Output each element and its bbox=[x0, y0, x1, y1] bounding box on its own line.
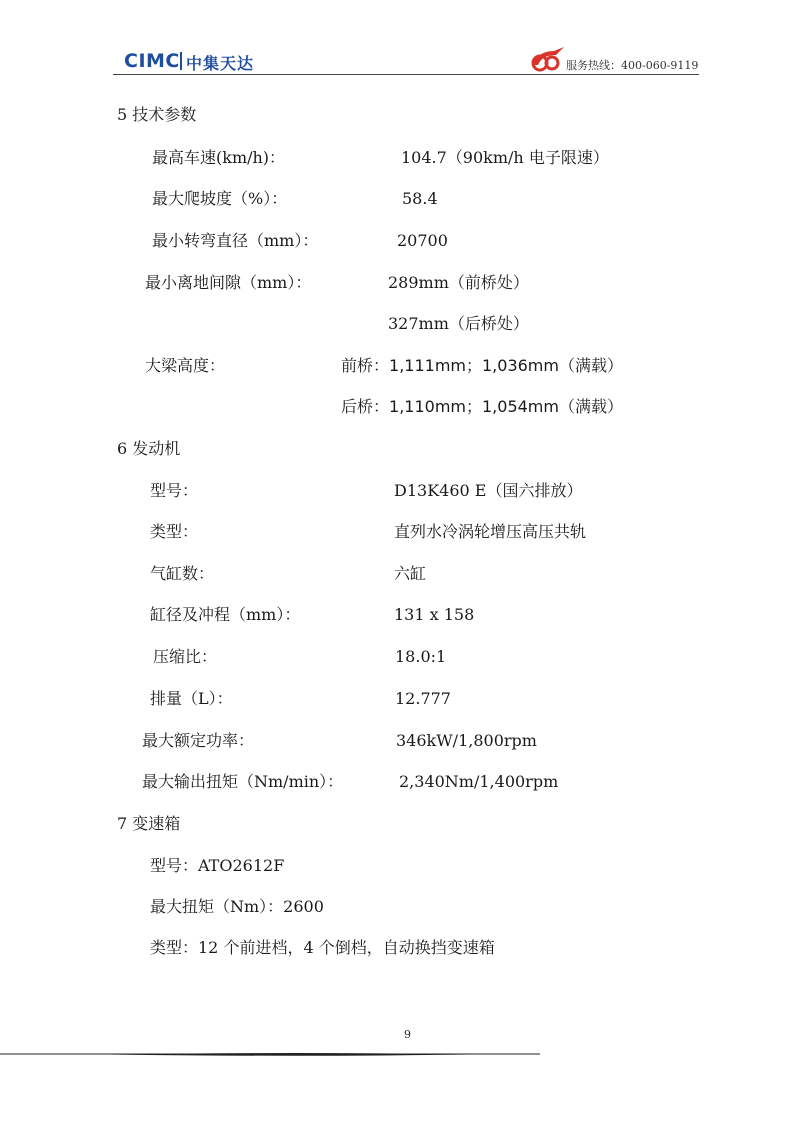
max-grade-value: 58.4 bbox=[402, 189, 438, 208]
ground-clearance-label: 最小离地间隙（mm）： bbox=[145, 273, 312, 292]
displacement-value: 12.777 bbox=[395, 689, 451, 708]
engine-type-label: 类型： bbox=[150, 522, 199, 541]
compression-value: 18.0:1 bbox=[395, 647, 447, 666]
cylinders-value: 六缸 bbox=[394, 564, 427, 583]
bore-stroke-label: 缸径及冲程（mm）： bbox=[150, 605, 301, 624]
beam-front-prefix: 前桥： bbox=[341, 356, 390, 375]
max-speed-label: 最高车速(km/h)： bbox=[152, 148, 286, 167]
displacement-label: 排量（L）： bbox=[150, 689, 233, 708]
ground-clearance-rear: 327mm（后桥处） bbox=[388, 314, 529, 333]
ground-clearance-front: 289mm（前桥处） bbox=[388, 273, 529, 292]
service-hotline: 服务热线：400-060-9119 bbox=[566, 59, 699, 72]
cimc-logo-text: CIMC bbox=[124, 50, 180, 72]
page-number: 9 bbox=[404, 1028, 411, 1041]
company-name-logo: 中集天达 bbox=[186, 54, 255, 73]
beam-rear-suffix: （满载） bbox=[558, 397, 623, 416]
gearbox-model: 型号：ATO2612F bbox=[150, 856, 285, 875]
turn-diameter-label: 最小转弯直径（mm）： bbox=[152, 231, 319, 250]
engine-model-label: 型号： bbox=[150, 481, 199, 500]
beam-front-suffix: （满载） bbox=[558, 356, 623, 375]
logo-separator bbox=[180, 52, 182, 70]
beam-front-row bbox=[341, 355, 623, 377]
anniversary-emblem-icon bbox=[528, 45, 566, 73]
section-heading-tech: 5 技术参数 bbox=[117, 105, 197, 124]
max-grade-label: 最大爬坡度（%）： bbox=[152, 189, 288, 208]
gearbox-type: 类型：12 个前进档，4 个倒档，自动换挡变速箱 bbox=[150, 938, 495, 957]
gearbox-max-torque: 最大扭矩（Nm）：2600 bbox=[150, 897, 324, 916]
header-divider bbox=[113, 74, 699, 75]
torque-value: 2,340Nm/1,400rpm bbox=[399, 772, 559, 791]
engine-model-value: D13K460 E（国六排放） bbox=[394, 481, 583, 500]
cylinders-label: 气缸数： bbox=[150, 564, 215, 583]
torque-label: 最大输出扭矩（Nm/min）： bbox=[142, 772, 344, 791]
section-heading-gearbox: 7 变速箱 bbox=[117, 814, 181, 833]
power-value: 346kW/1,800rpm bbox=[396, 731, 537, 750]
power-label: 最大额定功率： bbox=[142, 731, 255, 750]
beam-rear-row bbox=[341, 396, 623, 418]
beam-front-value: 1,111mm；1,036mm bbox=[389, 356, 559, 375]
footer-divider bbox=[0, 1051, 540, 1057]
beam-rear-value: 1,110mm；1,054mm bbox=[389, 397, 559, 416]
engine-type-value: 直列水冷涡轮增压高压共轨 bbox=[394, 522, 587, 541]
compression-label: 压缩比： bbox=[153, 647, 218, 666]
turn-diameter-value: 20700 bbox=[397, 231, 448, 250]
section-heading-engine: 6 发动机 bbox=[117, 439, 181, 458]
max-speed-value: 104.7（90km/h 电子限速） bbox=[401, 148, 609, 167]
beam-rear-prefix: 后桥： bbox=[341, 397, 390, 416]
bore-stroke-value: 131 x 158 bbox=[394, 605, 475, 624]
beam-height-label: 大梁高度： bbox=[145, 356, 226, 375]
